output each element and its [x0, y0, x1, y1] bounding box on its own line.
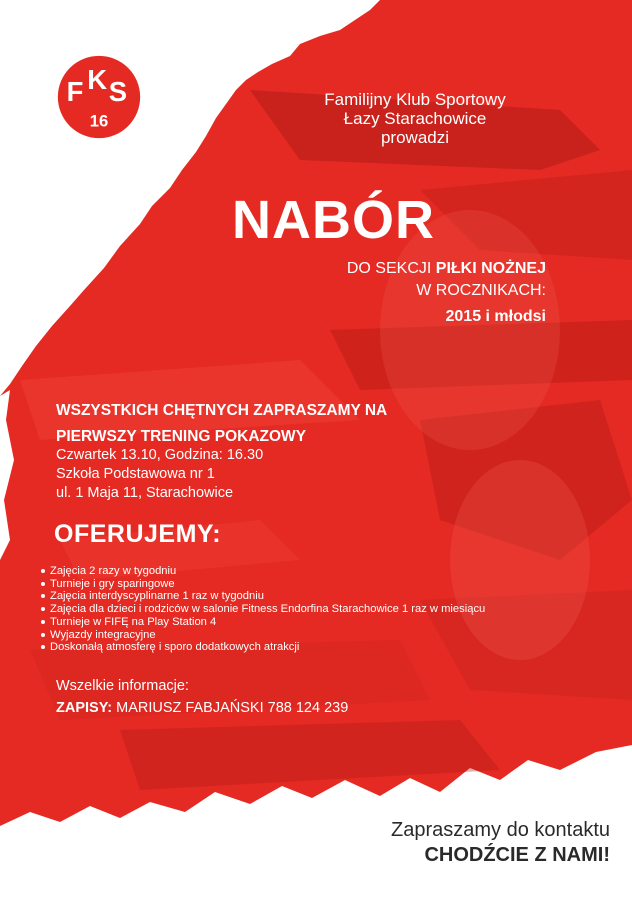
section-prefix: DO SEKCJI	[346, 260, 436, 277]
signup-value: MARIUSZ FABJAŃSKI 788 124 239	[112, 700, 349, 716]
logo-letter-f: F	[66, 75, 84, 107]
offer-item: Turnieje i gry sparingowe	[40, 578, 485, 591]
club-name-line1: Familijny Klub Sportowy	[324, 90, 506, 109]
poster-title: NABÓR	[232, 190, 435, 250]
logo-letter-k: K	[87, 64, 108, 96]
training-place: Szkoła Podstawowa nr 1	[56, 466, 215, 482]
section-info	[347, 258, 546, 328]
section-line2: W ROCZNIKACH:	[416, 282, 546, 299]
section-sport: PIŁKI NOŻNEJ	[435, 260, 546, 277]
logo-number: 16	[89, 111, 109, 131]
offer-item: Zajęcia 2 razy w tygodniu	[40, 565, 485, 578]
club-name	[290, 90, 540, 147]
offer-title: OFERUJEMY:	[54, 520, 222, 548]
offer-item: Wyjazdy integracyjne	[40, 629, 485, 642]
invite-line1: WSZYSTKICH CHĘTNYCH ZAPRASZAMY NA	[56, 402, 388, 419]
offer-item: Doskonałą atmosferę i sporo dodatkowych atrakcji	[40, 641, 485, 654]
invite-heading	[56, 398, 416, 450]
offer-item: Zajęcia interdyscyplinarne 1 raz w tygodniu	[40, 590, 485, 603]
signup-label: ZAPISY:	[56, 700, 113, 716]
club-name-line3: prowadzi	[380, 128, 450, 147]
training-address: ul. 1 Maja 11, Starachowice	[56, 485, 234, 501]
fks-logo	[50, 48, 148, 146]
club-name-line2: Łazy Starachowice	[343, 109, 487, 128]
logo-letter-s: S	[108, 75, 128, 107]
footer-slogan: CHODŹCIE Z NAMI!	[424, 844, 610, 866]
training-date-time: Czwartek 13.10, Godzina: 16.30	[56, 447, 264, 463]
signup-contact	[56, 700, 348, 716]
training-details	[56, 446, 263, 503]
offer-list	[40, 565, 485, 654]
section-years: 2015 i młodsi	[445, 308, 546, 325]
invite-line2: PIERWSZY TRENING POKAZOWY	[56, 428, 307, 445]
offer-item: Zajęcia dla dzieci i rodziców w salonie Fitness Endorfina Starachowice 1 raz w miesiącu	[40, 603, 485, 616]
footer-invite: Zapraszamy do kontaktu	[391, 819, 610, 841]
offer-item: Turnieje w FIFĘ na Play Station 4	[40, 616, 485, 629]
section-line1	[347, 258, 546, 280]
info-label: Wszelkie informacje:	[56, 678, 189, 694]
footer	[391, 818, 610, 868]
